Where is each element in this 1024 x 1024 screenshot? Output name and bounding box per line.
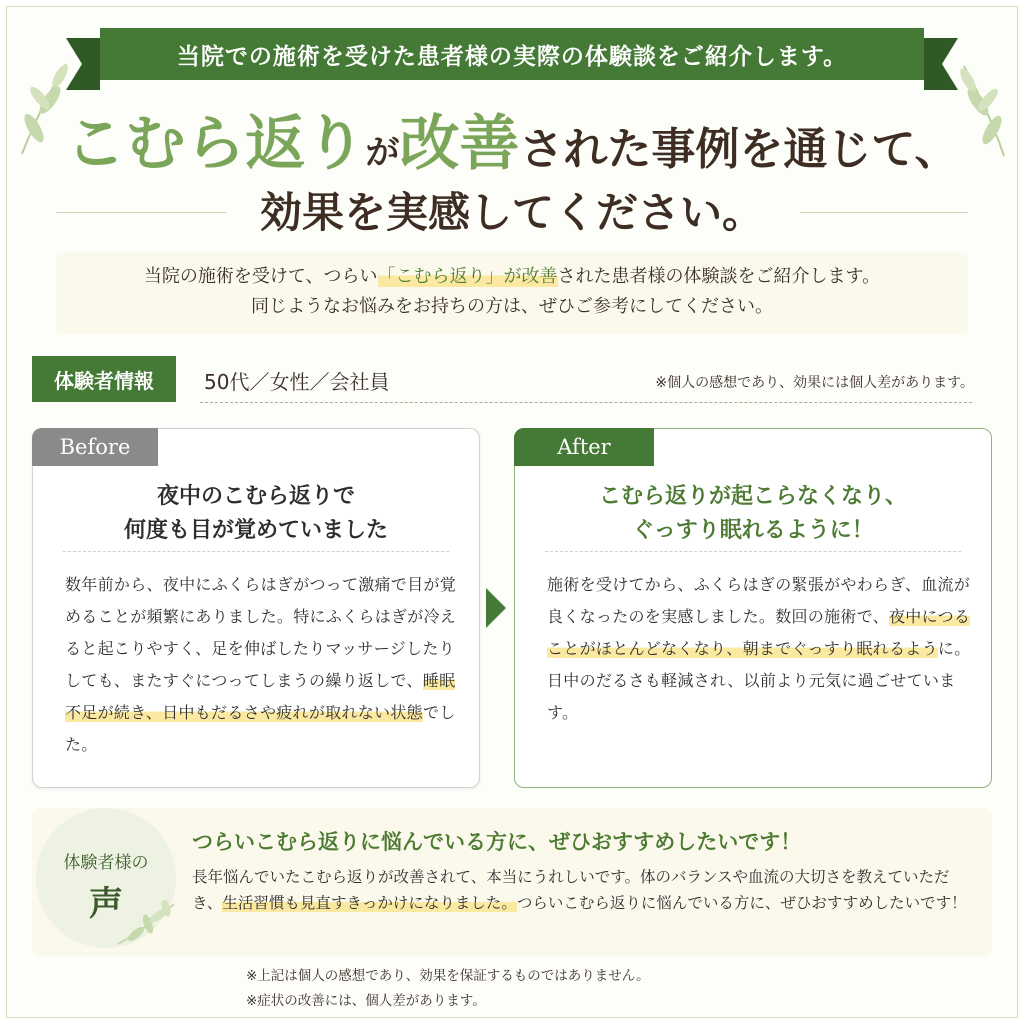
- before-highlight: 睡眠不足が続き、日中もだるさや疲れが取れない状態: [65, 671, 456, 722]
- after-title: こむら返りが起こらなくなり、 ぐっすり眠れるように！: [598, 483, 907, 543]
- intro-box: [56, 252, 968, 334]
- after-tab: After: [514, 428, 654, 466]
- headline-keyword-cramp: こむら返り: [65, 109, 366, 179]
- intro-line1: 当院の施術を受けて、つらい「こむら返り」が改善された患者様の体験談をご紹介します。: [143, 266, 881, 287]
- voice-title: つらいこむら返りに悩んでいる方に、ぜひおすすめしたいです！: [192, 829, 802, 854]
- footnote-2: ※症状の改善には、個人差があります。: [246, 993, 486, 1009]
- after-highlight: 夜中につることがほとんどなくなり、朝までぐっすり眠れるよう: [547, 607, 971, 658]
- voice-body: 長年悩んでいたこむら返りが改善されて、本当にうれしいです。体のバランスや血流の大切さを教えていただき、生活習慣も見直すきっかけになりました。つらいこむら返りに悩んでいる方に、ぜひおすすめしたいです！: [192, 868, 967, 912]
- headline-keyword-improve: 改善: [399, 109, 520, 179]
- after-separator: [545, 551, 961, 552]
- headline-rest: された事例を通じて、: [519, 124, 959, 175]
- after-body: 施術を受けてから、ふくらはぎの緊張がやわらぎ、血流が良くなったのを実感しました。数回の施術で、夜中につることがほとんどなくなり、朝までぐっすり眠れるように。日中のだるさも軽減され、以前より元気に過ごせています。: [547, 575, 971, 722]
- voice-circle: [36, 808, 176, 948]
- experiencer-note: ※個人の感想であり、効果には個人差があります。: [655, 375, 974, 391]
- headline-particle: が: [365, 133, 400, 173]
- headline-line2: 効果を実感してください。: [259, 188, 764, 237]
- voice-highlight: 生活習慣も見直すきっかけになりました。: [222, 894, 517, 912]
- before-card: [32, 428, 480, 788]
- footnote-1: ※上記は個人の感想であり、効果を保証するものではありません。: [246, 968, 650, 984]
- voice-circle-label: 体験者様の: [63, 853, 149, 873]
- intro-line2: 同じようなお悩みをお持ちの方は、ぜひご参考にしてください。: [251, 296, 773, 317]
- intro-highlight: 「こむら返り」が改善: [377, 266, 558, 287]
- before-tab: Before: [32, 428, 158, 466]
- voice-circle-char: 声: [89, 884, 123, 924]
- experiencer-profile: 50代／女性／会社員: [204, 370, 390, 394]
- headline-line1: [0, 96, 1024, 182]
- top-banner: 当院での施術を受けた患者様の実際の体験談をご紹介します。: [100, 28, 924, 80]
- before-separator: [63, 551, 449, 552]
- experiencer-badge: 体験者情報: [32, 356, 176, 402]
- before-body: 数年前から、夜中にふくらはぎがつって激痛で目が覚めることが頻繁にありました。特にふくらはぎが冷えると起こりやすく、足を伸ばしたりマッサージしたりしても、またすぐにつってしまうの繰り返しで、睡眠不足が続き、日中もだるさや疲れが取れない状態でした。: [65, 575, 457, 754]
- after-card: [514, 428, 992, 788]
- arrow-right-icon: [486, 588, 506, 628]
- leaf-sprig-icon: [114, 900, 178, 948]
- before-title: 夜中のこむら返りで 何度も目が覚めていました: [123, 483, 388, 543]
- experiencer-divider: [200, 402, 972, 403]
